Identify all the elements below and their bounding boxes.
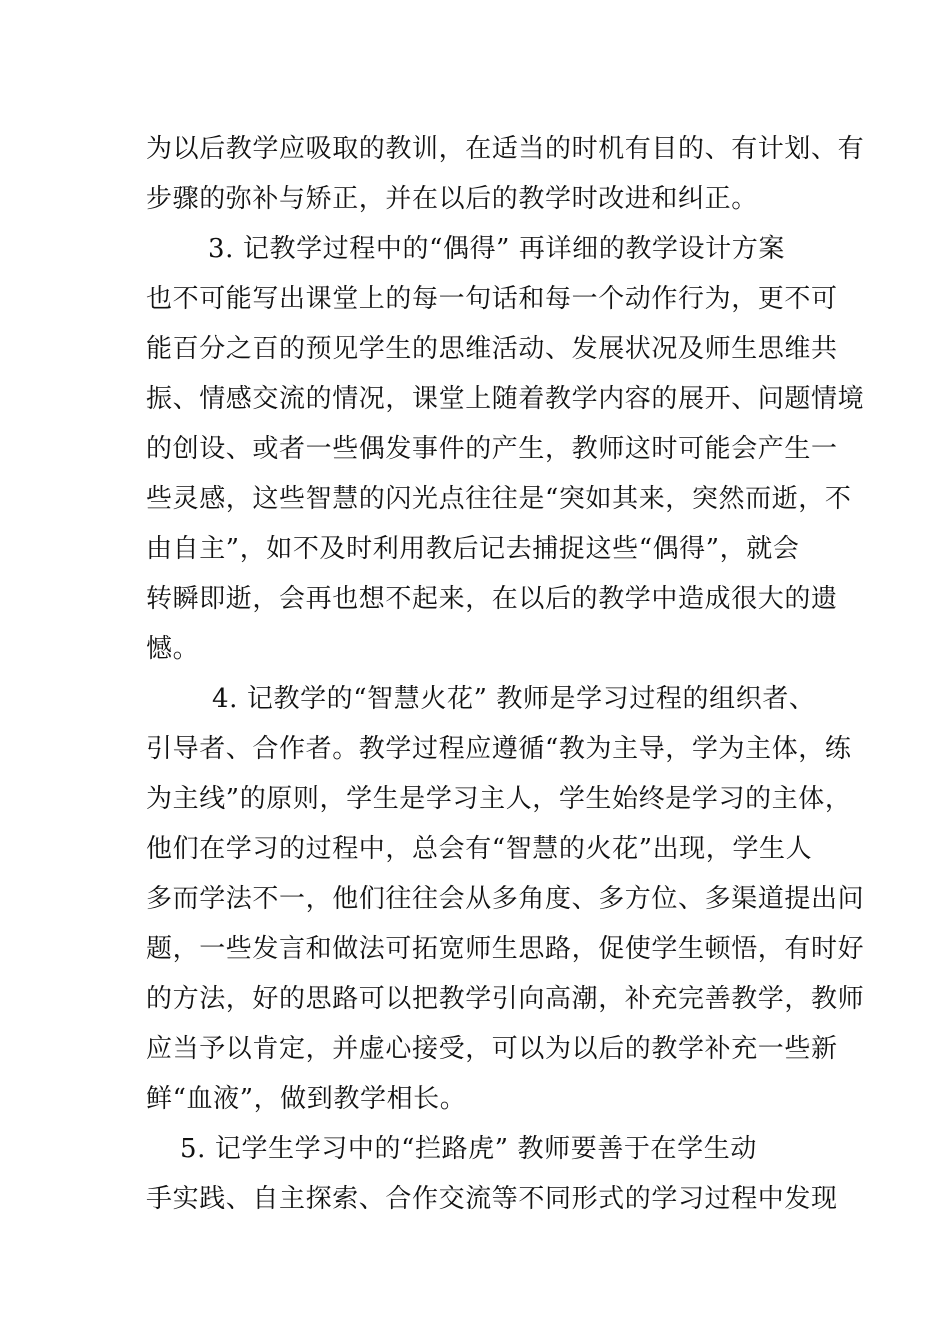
text-line: 转瞬即逝，会再也想不起来，在以后的教学中造成很大的遗 [146,584,838,614]
section-heading-line: 5. 记学生学习中的“拦路虎” 教师要善于在学生动 [180,1134,757,1164]
text-line: 引导者、合作者。教学过程应遵循“教为主导，学为主体，练 [146,734,852,764]
text-line: 应当予以肯定，并虚心接受，可以为以后的教学补充一些新 [146,1034,838,1064]
text-line: 振、情感交流的情况，课堂上随着教学内容的展开、问题情境 [146,384,865,414]
text-line: 步骤的弥补与矫正，并在以后的教学时改进和纠正。 [146,184,758,214]
section-heading-line: 4. 记教学的“智慧火花” 教师是学习过程的组织者、 [212,684,816,714]
text-line: 些灵感，这些智慧的闪光点往往是“突如其来，突然而逝，不 [146,484,852,514]
text-line: 手实践、自主探索、合作交流等不同形式的学习过程中发现 [146,1184,838,1214]
text-line: 憾。 [146,634,200,664]
text-line: 为主线”的原则，学生是学习主人，学生始终是学习的主体， [146,784,852,814]
text-line: 题，一些发言和做法可拓宽师生思路，促使学生顿悟，有时好 [146,934,865,964]
text-line: 的创设、或者一些偶发事件的产生，教师这时可能会产生一 [146,434,838,464]
text-line: 也不可能写出课堂上的每一句话和每一个动作行为，更不可 [146,284,838,314]
text-line: 由自主”，如不及时利用教后记去捕捉这些“偶得”，就会 [146,534,800,564]
text-line: 为以后教学应吸取的教训，在适当的时机有目的、有计划、有 [146,134,865,164]
text-line: 他们在学习的过程中，总会有“智慧的火花”出现，学生人 [146,834,813,864]
text-line: 的方法，好的思路可以把教学引向高潮，补充完善教学，教师 [146,984,865,1014]
text-line: 能百分之百的预见学生的思维活动、发展状况及师生思维共 [146,334,838,364]
section-heading-line: 3. 记教学过程中的“偶得” 再详细的教学设计方案 [208,234,785,264]
text-line: 鲜“血液”，做到教学相长。 [146,1084,467,1114]
text-line: 多而学法不一，他们往往会从多角度、多方位、多渠道提出问 [146,884,865,914]
